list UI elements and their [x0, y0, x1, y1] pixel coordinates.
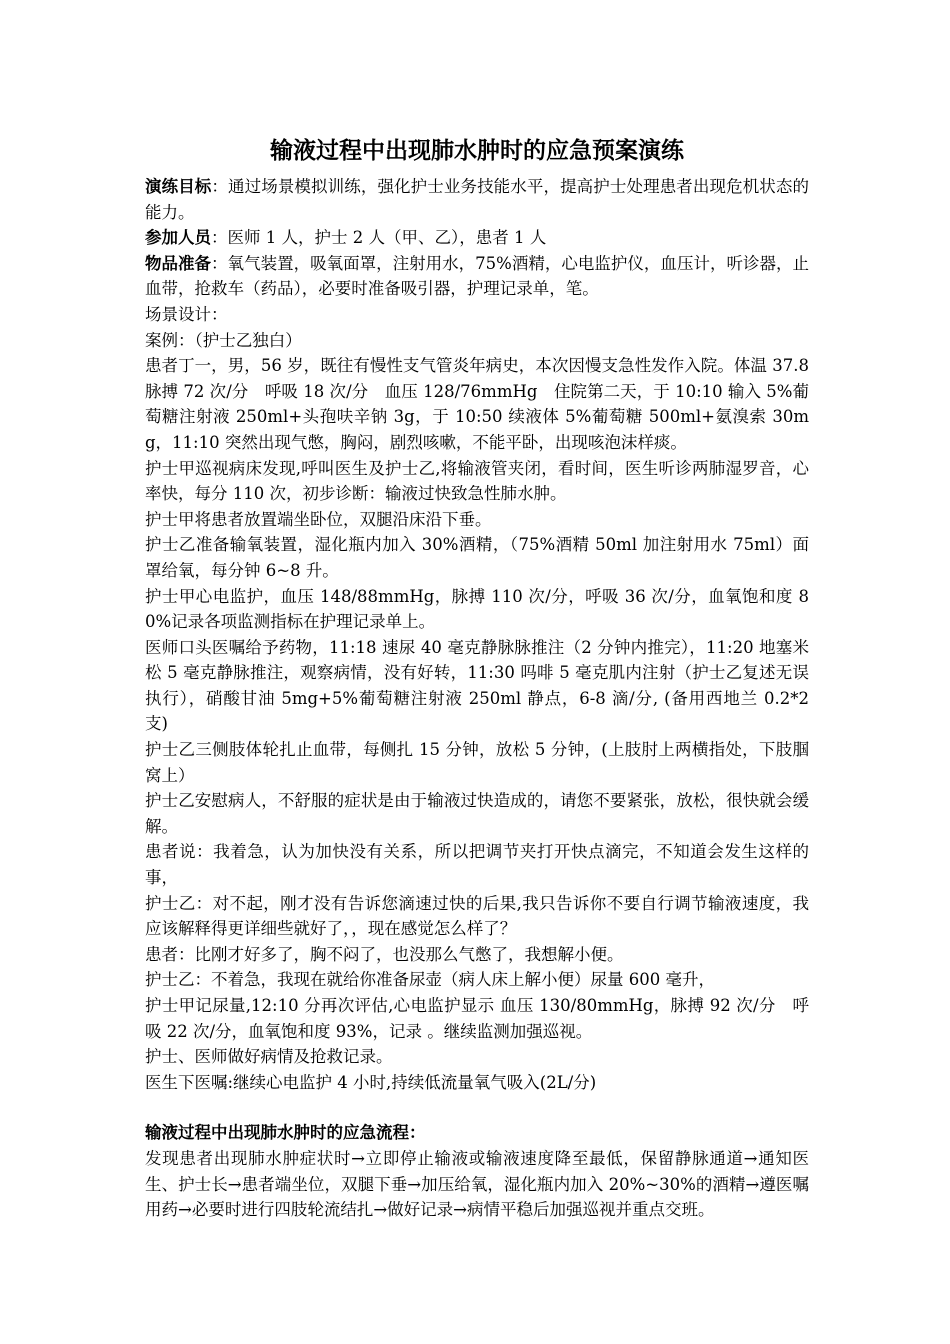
body-paragraph: 护士甲记尿量,12:10 分再次评估,心电监护显示 血压 130/80mmHg，脉搏 92 次/分 呼吸 22 次/分，血氧饱和度 93%，记录 。继续监测加强巡视。 — [145, 996, 809, 1041]
body-paragraph: 患者说：我着急，认为加快没有关系，所以把调节夹打开快点滴完，不知道会发生这样的事， — [145, 842, 809, 888]
supplies-label: 物品准备 — [145, 253, 212, 273]
document-page — [145, 134, 826, 1223]
document-title: 输液过程中出现肺水肿时的应急预案演练 — [270, 138, 684, 164]
scene-heading: 场景设计： — [145, 304, 228, 324]
body-paragraph: 护士乙安慰病人，不舒服的症状是由于输液过快造成的，请您不要紧张，放松，很快就会缓解。 — [145, 791, 809, 836]
body-paragraph: 患者丁一，男，56 岁，既往有慢性支气管炎年病史，本次因慢支急性发作入院。体温 37.8 脉搏 72 次/分 呼吸 18 次/分 血压 128/76mmHg 住院第二天，于 10:10 输入 5%葡萄糖注射液 250ml+头孢呋辛钠 3g，于 10:50 续液体 5%葡萄糖 500ml+氨溴索 30mg，11:10 突然出现气憋，胸闷，剧烈咳嗽，不能平卧，出现咳泡沫样痰。 — [145, 356, 826, 452]
goal-label: 演练目标 — [145, 177, 212, 196]
participants-text: ：医师 1 人，护士 2 人（甲、乙），患者 1 人 — [211, 228, 547, 248]
section-spacer — [145, 1095, 809, 1120]
supplies-paragraph — [145, 251, 809, 302]
participants-paragraph — [145, 225, 809, 251]
body-paragraph: 医师口头医嘱给予药物，11:18 速尿 40 毫克静脉脉推注（2 分钟内推完），11:20 地塞米松 5 毫克静脉推注，观察病情，没有好转，11:30 吗啡 5 毫克肌内注射（护士乙复述无误执行），硝酸甘油 5mg+5%葡萄糖注射液 250ml 静点，6-8 滴/分, (备用西地兰 0.2*2 支) — [145, 637, 809, 734]
body-paragraph: 护士乙三侧肢体轮扎止血带，每侧扎 15 分钟，放松 5 分钟，(上肢肘上两横指处，下肢腘窝上） — [145, 740, 809, 785]
case-heading: 案例：（护士乙独白） — [145, 330, 302, 350]
body-paragraph: 患者：比刚才好多了，胸不闷了，也没那么气憋了，我想解小便。 — [145, 944, 624, 964]
body-paragraph: 护士、医师做好病情及抢救记录。 — [145, 1047, 393, 1067]
participants-label: 参加人员 — [145, 228, 211, 248]
body-paragraph: 护士乙：对不起，刚才没有告诉您滴速过快的后果,我只告诉你不要自行调节输液速度，我应该解释得更详细些就好了，，现在感觉怎么样了？ — [145, 893, 809, 939]
goal-paragraph — [145, 174, 809, 225]
goal-text: ：通过场景模拟训练，强化护士业务技能水平，提高护士处理患者出现危机状态的能力。 — [145, 177, 810, 222]
flow-text: 发现患者出现肺水肿症状时→立即停止输液或输液速度降至最低，保留静脉通道→通知医生、护士长→患者端坐位，双腿下垂→加压给氧，湿化瓶内加入 20%~30%的酒精→遵医嘱用药→必要时进行四肢轮流结扎→做好记录→病情平稳后加强巡视并重点交班。 — [145, 1148, 809, 1220]
body-paragraph: 医生下医嘱:继续心电监护 4 小时,持续低流量氧气吸入(2L/分) — [145, 1072, 597, 1092]
body-paragraph: 护士甲心电监护，血压 148/88mmHg，脉搏 110 次/分，呼吸 36 次/分，血氧饱和度 80%记录各项监测指标在护理记录单上。 — [145, 586, 809, 632]
body-paragraph: 护士甲巡视病床发现,呼叫医生及护士乙,将输液管夹闭，看时间，医生听诊两肺湿罗音，心率快，每分 110 次，初步诊断：输液过快致急性肺水肿。 — [145, 458, 809, 504]
flow-title: 输液过程中出现肺水肿时的应急流程： — [145, 1123, 426, 1143]
supplies-text: ：氧气装置，吸氧面罩，注射用水，75%酒精，心电监护仪，血压计，听诊器，止血带，抢救车（药品），必要时准备吸引器，护理记录单，笔。 — [145, 253, 810, 299]
body-paragraph: 护士乙准备输氧装置，湿化瓶内加入 30%酒精，（75%酒精 50ml 加注射用水 75ml）面罩给氧，每分钟 6~8 升。 — [145, 535, 809, 580]
body-paragraph: 护士甲将患者放置端坐卧位，双腿沿床沿下垂。 — [145, 509, 492, 529]
body-paragraph: 护士乙：不着急，我现在就给你准备尿壶（病人床上解小便）尿量 600 毫升， — [145, 970, 715, 990]
